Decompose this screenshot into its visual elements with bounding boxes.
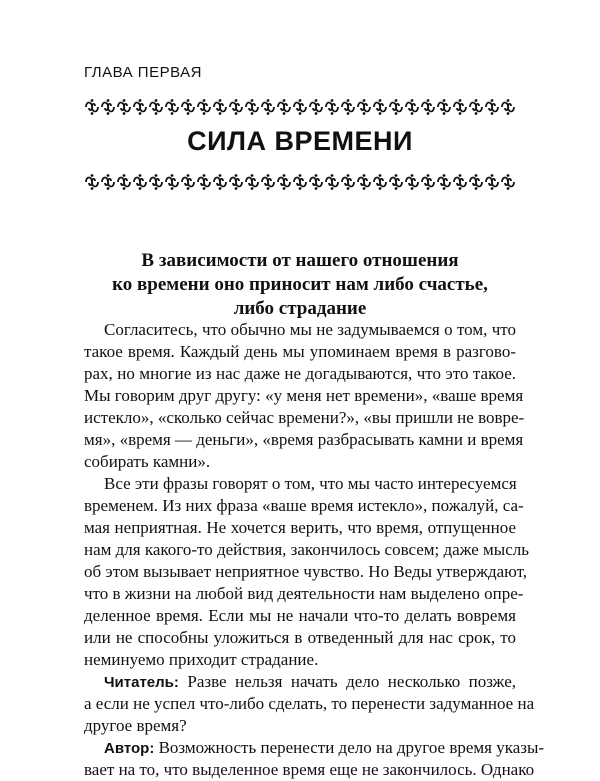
text-line: истекло», «сколько сейчас времени?», «вы пришли не вовре-	[84, 408, 525, 427]
text-line: собирать камни».	[84, 452, 211, 471]
text-line: вает на то, что выделенное время еще не закончилось. Однако	[84, 760, 535, 779]
subtitle-line: В зависимости от нашего отношения	[141, 250, 459, 271]
text-line: а если не успел что-либо сделать, то перенести задуманное на	[84, 694, 535, 713]
subtitle-line: либо страдание	[233, 298, 367, 319]
chapter-title: СИЛА ВРЕМЕНИ	[187, 126, 413, 156]
text-line: неминуемо приходит страдание.	[84, 650, 319, 669]
section-subtitle	[84, 249, 516, 321]
text-line: другое время?	[84, 716, 187, 735]
ornament-border-top	[84, 98, 516, 116]
text-line: что в жизни на любой вид деятельности нам выделено опре-	[84, 584, 524, 603]
dialogue-line-author	[84, 737, 545, 759]
chapter-label: ГЛАВА ПЕРВАЯ	[84, 64, 202, 81]
body-text	[84, 319, 545, 781]
text-line: Все эти фразы говорят о том, что мы часто интересуемся	[104, 474, 517, 493]
subtitle-line: ко времени оно приносит нам либо счастье,	[112, 274, 488, 295]
text-line: или не способны уложиться в отведенный для нас срок, то	[84, 628, 516, 647]
text-line: временем. Из них фраза «ваше время истекло», пожалуй, са-	[84, 496, 524, 515]
dialogue-line-reader	[84, 671, 516, 693]
text-line: об этом вызывает неприятное чувство. Но Веды утверждают,	[84, 562, 528, 581]
text-line: рах, но многие из нас даже не догадываются, что это такое.	[84, 364, 516, 383]
text-line: Согласитесь, что обычно мы не задумываемся о том, что	[104, 320, 516, 339]
text-line: Возможность перенести дело на другое время указы-	[158, 738, 545, 757]
speaker-reader: Читатель:	[104, 674, 179, 691]
text-line: мая неприятная. Не хочется верить, что время, отпущенное	[84, 518, 516, 537]
text-line: деленное время. Если мы не начали что-то делать вовремя	[84, 606, 516, 625]
text-line: мя», «время — деньги», «время разбрасывать камни и время	[84, 430, 524, 449]
text-line: Мы говорим друг другу: «у меня нет времени», «ваше время	[84, 386, 524, 405]
text-line: нам для какого-то действия, закончилось совсем; даже мысль	[84, 540, 530, 559]
speaker-author: Автор:	[104, 740, 155, 757]
text-line: такое время. Каждый день мы упоминаем время в разгово-	[84, 342, 516, 361]
text-line: Разве нельзя начать дело несколько позже,	[187, 672, 516, 691]
ornament-border-bottom	[84, 173, 516, 191]
